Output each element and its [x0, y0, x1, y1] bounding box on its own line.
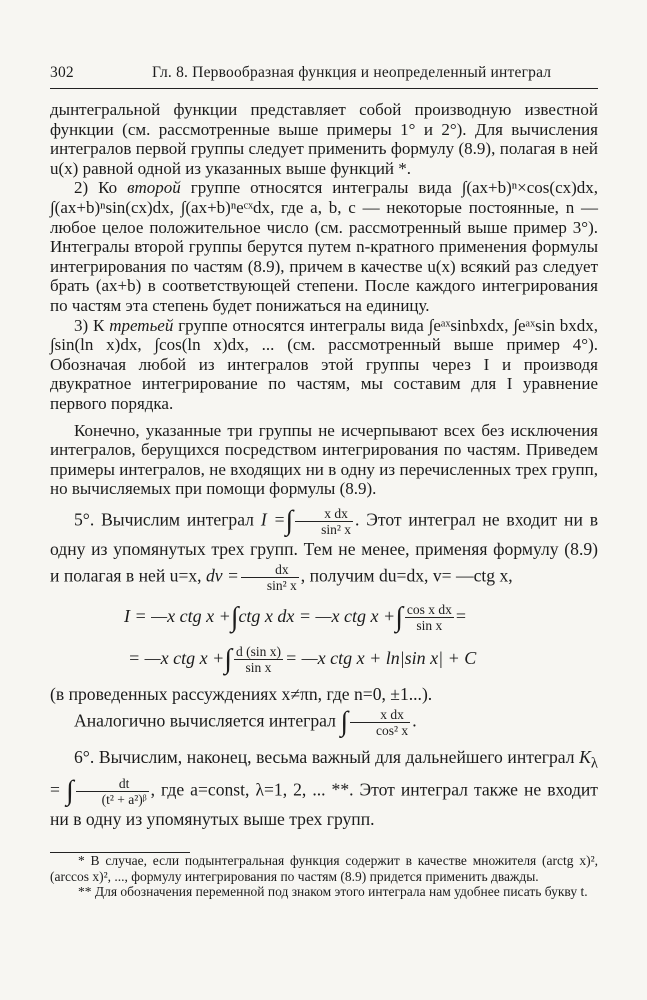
fraction-x-over-sin2: $\frac{\text{x dx}}{\text{sin² x}}$ [295, 506, 353, 537]
paragraph-konechno: Конечно, указанные три группы не исчерпывают всех без исключения интегралов, берущихся посредством интегрирования по частям. Приведем примеры интегралов, не входящих ни в одну из перечисленных трех групп, но вычисляемых при помощи формулы (8.9). [50, 420, 598, 499]
page-header [50, 64, 598, 89]
equation-line-2: = —x ctg x +∫ $\frac{\text{d (sin x)}}{\text{sin x}}$ = —x ctg x + ln|sin x| + C [128, 643, 477, 676]
paragraph-intro: дынтегральной функции представляет собой производную известной функции (см. рассмотренные выше примеры 1° и 2°). Для вычисления интегралов первой группы следует применить формулу (8.9), полагая в ней u(x) равной одной из указанных выше функций *. [50, 100, 598, 178]
fraction-dt-over-t2a2: $\frac{dt}{\text{(t² + a²)ᵝ}}$ [76, 776, 149, 807]
footnote-2: ** Для обозначения переменной под знаком этого интеграла нам удобнее писать букву t. [78, 884, 588, 900]
fraction-x-over-cos2: $\frac{\text{x dx}}{\text{cos² x}}$ [350, 707, 410, 738]
page-number: 302 [50, 64, 74, 81]
running-title: Гл. 8. Первообразная функция и неопределенный интеграл [152, 64, 552, 81]
paragraph-example-5: 5°. Вычислим интеграл I =∫ $\frac{\text{x dx}}{\text{sin² x}}$ . Этот интеграл не входит ни в одну из упомянутых трех групп. Тем не менее, применяя формулу (8.9) и полагая в ней u=x, dv = $\frac{dx}{\text{sin² x}}$ , получим du=dx, v= —ctg x, [50, 505, 599, 593]
fraction-dsin-over-sin: $\frac{\text{d (sin x)}}{\text{sin x}}$ [235, 644, 281, 676]
paragraph-analog: Аналогично вычисляется интеграл ∫ $\frac{\text{x dx}}{\text{cos² x}}$ . [74, 706, 417, 738]
fraction-dx-over-sin2: $\frac{dx}{\text{sin² x}}$ [241, 562, 299, 593]
paragraph-group-3: 3) К третьей группе относятся интегралы вида ∫eᵃˣsinbxdx, ∫eᵃˣsin bxdx, ∫sin(ln x)dx, ∫cos(ln x)dx, ... (см. рассмотренный выше пример 4°). Обозначая любой из интегралов этой группы через I и производя двукратное интегрирование по частям, мы составим для I уравнение первого порядка. [50, 315, 599, 413]
footnote-1: * В случае, если подынтегральная функция содержит в качестве множителя (arctg x)², (arccos x)², ..., формулу интегрирования по частям (8.9) придется применить дважды. [50, 853, 598, 884]
paragraph-condition: (в проведенных рассуждениях x≠πn, где n=0, ±1...). [50, 683, 433, 704]
page-body [50, 100, 598, 900]
paragraph-group-2: 2) Ко второй группе относятся интегралы вида ∫(ax+b)ⁿ×cos(cx)dx, ∫(ax+b)ⁿsin(cx)dx, ∫(ax+b)ⁿeᶜˣdx, где a, b, c — некоторые постоянные, n — любое целое положительное число (см. рассмотренный выше пример 3°). Интегралы второй группы берутся путем n-кратного применения формулы интегрирования по частям (8.9), причем в качестве u(x) всякий раз следует брать (ax+b) в соответствующей степени. После каждого интегрирования по частям эта степень будет понижаться на единицу. [50, 178, 599, 315]
paragraph-example-6: 6°. Вычислим, наконец, весьма важный для дальнейшего интеграл $K_\lambda$ = ∫ $\frac{dt}{\text{(t² + a²)ᵝ}}$ , где a=const, λ=1, 2, ... **. Этот интеграл также не входит ни в одну из упомянутых выше трех групп. [50, 746, 598, 830]
equation-line-1: I = —x ctg x +∫ctg x dx = —x ctg x +∫ $\frac{\text{cos x dx}}{\text{sin x}}$ = [124, 601, 467, 634]
fraction-cos-over-sin: $\frac{\text{cos x dx}}{\text{sin x}}$ [406, 602, 452, 634]
